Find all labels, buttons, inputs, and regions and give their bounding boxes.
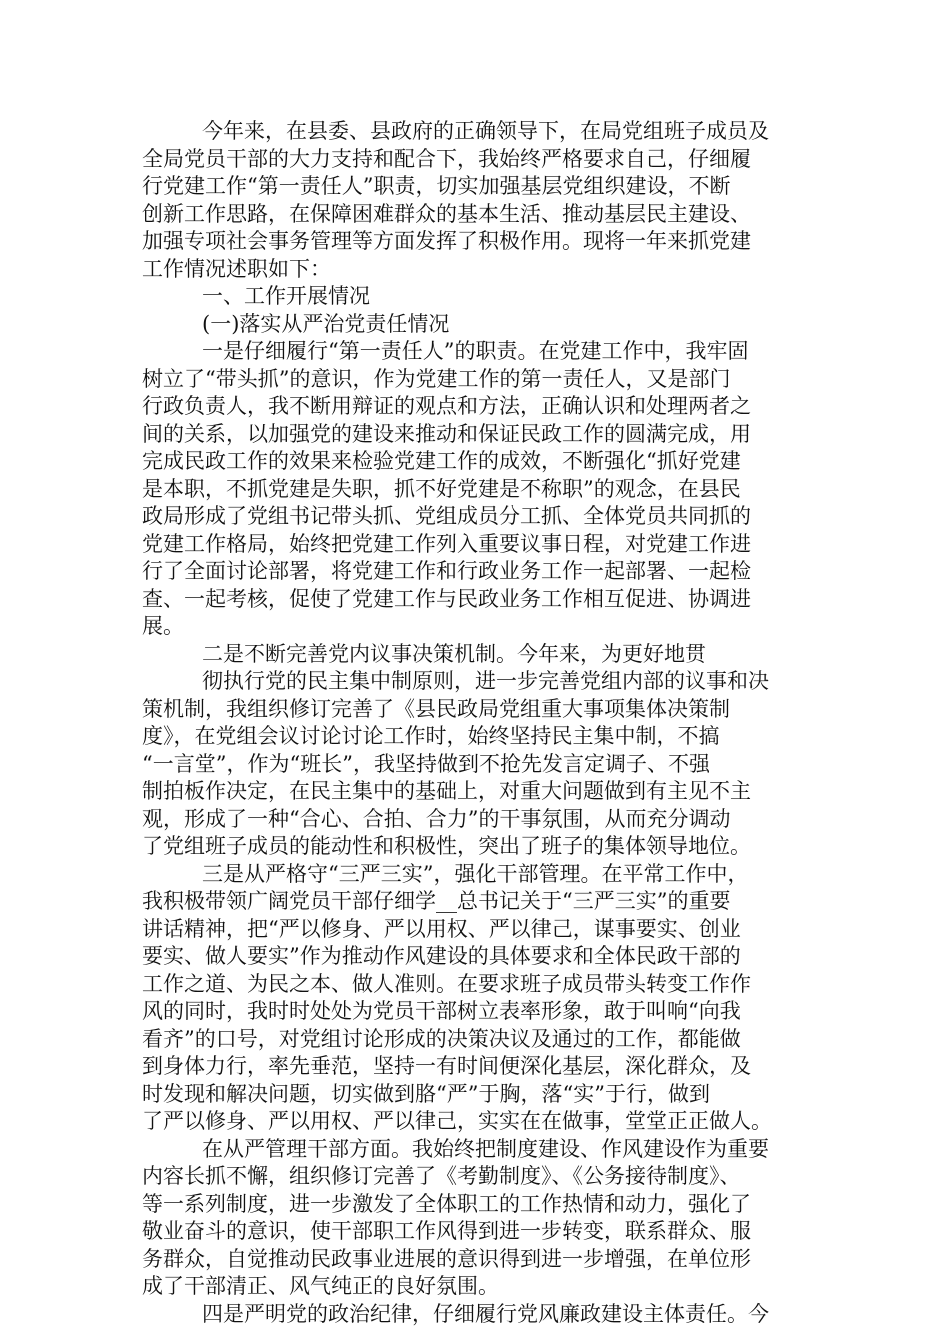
text-line: 敬业奋斗的意识，使干部职工作风得到进一步转变，联系群众、服 [142,1219,751,1243]
text-line: 务群众，自觉推动民政事业进展的意识得到进一步增强，在单位形 [142,1246,751,1271]
text-line: 讲话精神，把“严以修身、严以用权、严以律己，谋事要实、创业 [142,916,741,941]
text-line: 是本职，不抓党建是失职，抓不好党建是不称职”的观念，在县民 [142,476,741,501]
text-line: 全局党员干部的大力支持和配合下，我始终严格要求自己，仔细履 [142,146,751,171]
text-line: 了党组班子成员的能动性和积极性，突出了班子的集体领导地位。 [142,834,751,858]
text-line: 等一系列制度，进一步激发了全体职工的工作热情和动力，强化了 [142,1191,751,1216]
text-line: 树立了“带头抓”的意识，作为党建工作的第一责任人，又是部门 [142,366,731,391]
text-line: 时发现和解决问题，切实做到胳“严”于胸，落“实”于行，做到 [142,1081,710,1106]
text-line: 创新工作思路，在保障困难群众的基本生活、推动基层民主建设、 [142,201,751,226]
text-line: 在从严管理干部方面。我始终把制度建设、作风建设作为重要 [202,1136,769,1161]
text-line: 要实、做人要实”作为推动作风建设的具体要求和全体民政干部的 [142,944,741,968]
text-line: 加强专项社会事务管理等方面发挥了积极作用。现将一年来抓党建 [142,229,751,253]
text-line: 二是不断完善党内议事决策机制。今年来，为更好地贯 [202,641,706,666]
text-line: 度》，在党组会议讨论讨论工作时，始终坚持民主集中制，不搞 [142,724,720,748]
text-line: 四是严明党的政治纪律，仔细履行党风廉政建设主体责任。今 [202,1301,769,1326]
text-line: 内容长抓不懈，组织修订完善了《考勤制度》、《公务接待制度》、 [142,1164,741,1188]
text-line: 查、一起考核，促使了党建工作与民政业务工作相互促进、协调进 [142,586,751,611]
text-line: 完成民政工作的效果来检验党建工作的成效，不断强化“抓好党建 [142,449,741,473]
text-line: 观，形成了一种“合心、合拍、合力”的干事氛围，从而充分调动 [142,806,731,831]
text-line: 看齐”的口号，对党组讨论形成的决策决议及通过的工作，都能做 [142,1026,741,1051]
text-line: 一是仔细履行“第一责任人”的职责。在党建工作中，我牢固 [202,339,749,363]
text-line: 党建工作格局，始终把党建工作列入重要议事日程，对党建工作进 [142,531,751,556]
text-line: 策机制，我组织修订完善了《县民政局党组重大事项集体决策制 [142,696,730,721]
text-line: 了严以修身、严以用权、严以律己，实实在在做事，堂堂正正做人。 [142,1109,772,1133]
text-line: 间的关系，以加强党的建设来推动和保证民政工作的圆满完成，用 [142,421,751,446]
text-line: 我积极带领广阔党员干部仔细学__总书记关于“三严三实”的重要 [142,889,731,913]
text-line: 政局形成了党组书记带头抓、党组成员分工抓、全体党员共同抓的 [142,504,751,528]
text-line: “一言堂”，作为“班长”，我坚持做到不抢先发言定调子、不强 [142,751,710,776]
text-line: 风的同时，我时时处处为党员干部树立表率形象，敢于叫响“向我 [142,999,741,1023]
text-line: (一)落实从严治党责任情况 [202,311,450,336]
text-line: 工作之道、为民之本、做人准则。在要求班子成员带头转变工作作 [142,971,751,996]
text-line: 成了干部清正、风气纯正的良好氛围。 [142,1274,499,1298]
text-line: 行党建工作“第一责任人”职责，切实加强基层党组织建设，不断 [142,174,731,198]
text-line: 制拍板作决定，在民主集中的基础上，对重大问题做到有主见不主 [142,779,751,803]
text-line: 展。 [142,614,184,638]
document-body [142,118,812,1328]
text-line: 行了全面讨论部署，将党建工作和行政业务工作一起部署、一起检 [142,559,751,583]
text-line: 三是从严格守“三严三实”，强化干部管理。在平常工作中， [202,861,749,886]
text-line: 一、工作开展情况 [202,284,370,308]
text-line: 到身体力行，率先垂范，坚持一有时间便深化基层，深化群众，及 [142,1054,751,1078]
text-line: 工作情况述职如下： [142,256,331,281]
text-line: 行政负责人，我不断用辩证的观点和方法，正确认识和处理两者之 [142,394,751,418]
text-line: 彻执行党的民主集中制原则，进一步完善党组内部的议事和决 [202,669,769,693]
text-line: 今年来，在县委、县政府的正确领导下，在局党组班子成员及 [202,119,769,143]
